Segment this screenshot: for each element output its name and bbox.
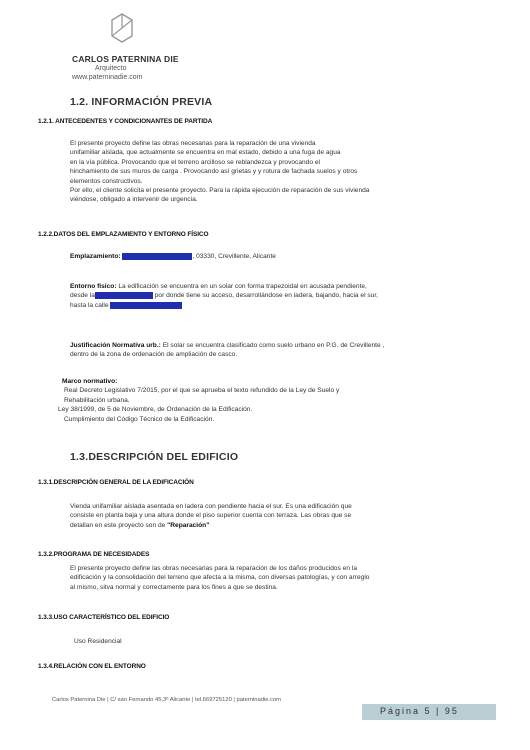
text-line: dentro de la zona de ordenación de ampliación de casco. [70,351,238,359]
justificacion-paragraph [70,341,488,360]
page-number: Página 5 | 95 [380,706,459,716]
text-line: El presente proyecto define las obras necesarias para la reparación de una vivienda [70,140,316,147]
text-line: Ley 38/1999, de 5 de Noviembre, de Ordenación de la Edificación. [58,406,253,414]
text-line [70,521,488,530]
text-line [70,282,488,291]
marco-normativo [58,377,488,424]
architect-role: Arquitecto [95,65,127,72]
redacted-block [110,302,182,309]
text-line: en la vía pública. Provocando que el terreno arcilloso se reblandezca y provocando el [70,158,320,166]
text-line: edificación y la consolidación del terreno que afecta a la misma, con diversas patologías, y con arreglo [70,574,370,582]
antecedentes-paragraph-1 [70,139,488,186]
descripcion-text: detallan en este proyecto son de [70,521,168,529]
text-line: Rehabilitación urbana. [64,396,130,404]
entorno-text: hasta la calle [70,301,111,309]
marco-label: Marco normativo: [62,378,118,385]
entorno-paragraph [70,282,488,310]
heading-programa-necesidades: 1.3.2.PROGRAMA DE NECESIDADES [38,551,150,558]
heading-emplazamiento: 1.2.2.DATOS DEL EMPLAZAMIENTO Y ENTORNO FÍSICO [38,231,209,238]
text-line: Cumplimiento del Código Técnico de la Edificación. [64,415,215,423]
text-line: Por ello, el cliente solicita el presente proyecto. Para la rápida ejecución de reparación de sus vivienda [70,187,370,194]
emplazamiento-label: Emplazamiento: [70,253,121,260]
heading-uso-caracteristico: 1.3.3.USO CARACTERÍSTICO DEL EDIFICIO [38,614,170,621]
heading-antecedentes: 1.2.1. ANTECEDENTES Y CONDICIONANTES DE PARTIDA [38,118,213,125]
heading-descripcion-general: 1.3.1.DESCRIPCIÓN GENERAL DE LA EDIFICACIÓN [38,479,194,486]
footer-contact: Carlos Paternina Die | C/ san Fernando 45,3º Alicante | tel.669725120 | paterninadie.com [52,697,281,703]
descripcion-general-paragraph [70,502,488,530]
text-line [70,341,488,350]
architect-name: CARLOS PATERNINA DIE [72,54,179,64]
architect-logo-icon [108,12,136,44]
entorno-text: desde la [70,292,95,300]
redacted-block [122,253,192,260]
text-line: El presente proyecto define las obras necesarias para la reparación de los daños producidos en la [70,565,358,572]
section-title-informacion-previa: 1.2. INFORMACIÓN PREVIA [70,96,213,108]
text-line: elementos constructivos. [70,177,143,185]
text-line: Vienda unifamiliar aislada asentada en ladera con pendiente hacia el sur. Es una edificación que [70,503,352,510]
text-line: hinchamiento de sus muros de carga . Provocando así grietas y y rotura de fachada suelos y otros [70,168,358,176]
text-line [70,301,488,310]
entorno-text: por donde tiene su acceso, desarrollándose en ladera, bajando, hacia el sur, [152,292,379,300]
justificacion-text: El solar se encuentra clasificado como suelo urbano en P.G. de Crevillente , [160,342,385,349]
uso-residencial: Uso Residencial [74,638,122,645]
text-line [62,377,488,386]
text-line: al mismo, sitva normal y correctamente para los fines a que se destina. [70,583,278,591]
text-line: Real Decreto Legislativo 7/2015, por el que se aprueba el texto refundido de la Ley de Suelo y [64,387,340,395]
entorno-label: Entorno físico: [70,283,117,290]
redacted-block [95,292,153,299]
programa-paragraph [70,564,488,592]
text-line: viéndose, obligado a intervenir de urgencia. [70,196,198,204]
entorno-text: La edificación se encuentra en un solar con forma trapezoidal en acusada pendiente, [116,283,367,290]
justificacion-label: Justificación Normativa urb.: [70,342,161,349]
antecedentes-paragraph-2 [70,186,488,205]
text-line: consiste en planta baja y una altura donde el piso superior cuenta con terraza. Las obras que se [70,512,352,520]
heading-relacion-entorno: 1.3.4.RELACIÓN CON EL ENTORNO [38,663,146,670]
architect-website: www.paterninadie.com [72,74,143,81]
emplazamiento-line [70,252,488,261]
reparacion-emphasis: "Reparación" [167,521,210,529]
text-line [70,291,488,300]
section-title-descripcion-edificio: 1.3.DESCRIPCIÓN DEL EDIFICIO [70,451,239,463]
emplazamiento-value: , 03330, Crevillente, Alicante [192,253,276,260]
text-line: unifamiliar aislada, que actualmente se encuentra en mal estado, debido a una fuga de agua [70,149,341,157]
